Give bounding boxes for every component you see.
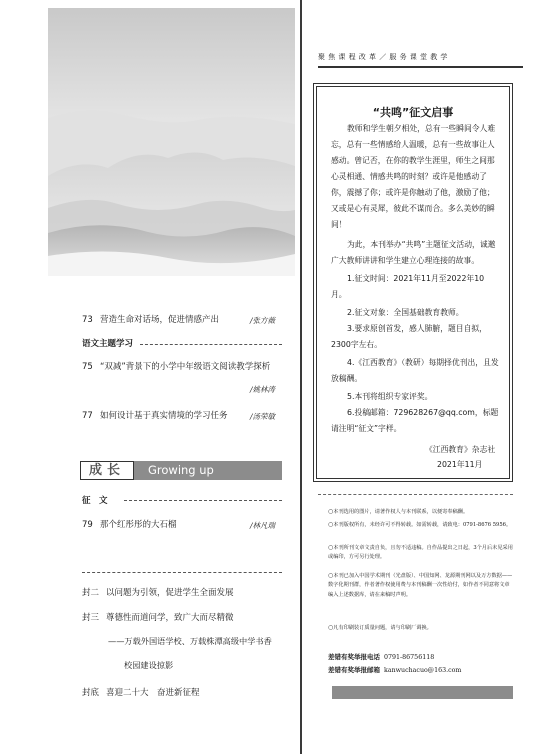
editorial-note: ○本刊版权所有，未经许可不得转载。如需转载，请致电：0791-8676 5956。 [328,521,512,528]
cover-item-subtitle: ——万载外国语学校、万载株潭高级中学书香 [108,636,272,646]
section-banner-chinese: 成长 [88,463,125,478]
notice-paragraph: 为此，本刊举办“共鸣”主题征文活动，诚邀广大教师讲讲和学生建立心理连接的故事。 [331,240,496,265]
notice-date: 2021年11月 [437,460,483,469]
notice-paragraph: 教师和学生朝夕相处，总有一些瞬间令人难忘，总有一些情感给人温暖，总有一些故事让人感动。曾记否，在你的教学生涯里，师生之间那心灵相通、情感共鸣的时刻？或许是他感动了你，震撼了你；或许是你触动了他，激励了他；又或是心有灵犀，彼此不谋而合。多么美妙的瞬间！ [331,124,496,229]
section-title-chinese-theme: 语文主题学习 [82,339,134,349]
notice-title: “共鸣”征文启事 [372,106,454,119]
cover-item[interactable]: 封二 以问题为引领，促进学生全面发展 [82,588,234,598]
toc-author: /姚林涛 [250,385,276,394]
dotted-separator [82,572,282,573]
dotted-leader [124,500,282,501]
editorial-note: ○本刊选用的图片，请著作权人与本刊联系，以便寄奉稿酬。 [328,508,469,515]
toc-author: /汤荣敏 [250,412,276,421]
toc-entry-77[interactable]: 77 如何设计基于真实情境的学习任务 [82,411,228,421]
page-spine [300,0,302,754]
dotted-separator [318,494,513,495]
cover-item[interactable]: 封底 喜迎二十大 奋进新征程 [82,688,200,698]
toc-entry-79[interactable]: 79 那个红彤彤的大石榴 [82,520,177,530]
editorial-note: ○凡有印刷装订质量问题，请与印刷厂调换。 [328,624,432,631]
notice-paragraph: 6.投稿邮箱：729628267@qq.com，标题请注明“征文”字样。 [331,408,499,433]
notice-paragraph: 4.《江西教育》（教研）每期择优刊出，且发放稿酬。 [331,358,499,383]
footer-bar [332,686,513,699]
section-banner-english: Growing up [148,463,214,477]
cover-item[interactable]: 封三 尊德性而道问学，致广大而尽精微 [82,613,234,623]
toc-entry-75[interactable]: 75 “双减”背景下的小学中年级语文阅读教学探析 [82,362,271,372]
header-rule [318,66,523,68]
notice-paragraph: 2.征文对象：全国基础教育教师。 [347,308,464,317]
error-report-email[interactable]: 差错有奖举报邮箱 kanwuchacuo@163.com [328,666,462,674]
notice-paragraph: 1.征文时间：2021年11月至2022年10月。 [331,274,485,299]
ink-landscape-illustration [48,8,295,276]
error-report-phone: 差错有奖举报电话 0791-86756118 [328,653,435,661]
cover-item-subtitle: 校园建设掠影 [124,660,174,670]
section-title-essay: 征 文 [82,496,108,506]
toc-author: /林凡瑞 [250,521,276,530]
notice-paragraph: 5.本刊将组织专家评奖。 [347,392,433,401]
toc-author: /张方薇 [250,316,276,325]
journal-tagline: 聚焦课程改革／服务课堂教学 [318,53,451,61]
notice-paragraph: 3.要求原创首发，感人肺腑，题目自拟，2300字左右。 [331,324,487,349]
editorial-note: ○本刊已加入中国学术期刊（光盘版）、中国知网、龙源期刊网以及万方数据——数字化期刊群，作者著作权使用费与本刊稿酬一次性给付，如作者不同意将文章编入上述数据库，请在来稿时声明。 [328,572,513,598]
dotted-leader [140,344,282,345]
editorial-note: ○本刊所刊文章文责自负，且勿不适违稿。自作品提出之日起，3个月后未见采用或编印，方可另行处理。 [328,544,513,561]
toc-entry-73[interactable]: 73 营造生命对话场，促进情感产出 [82,315,220,325]
notice-signature: 《江西教育》杂志社 [425,445,496,454]
